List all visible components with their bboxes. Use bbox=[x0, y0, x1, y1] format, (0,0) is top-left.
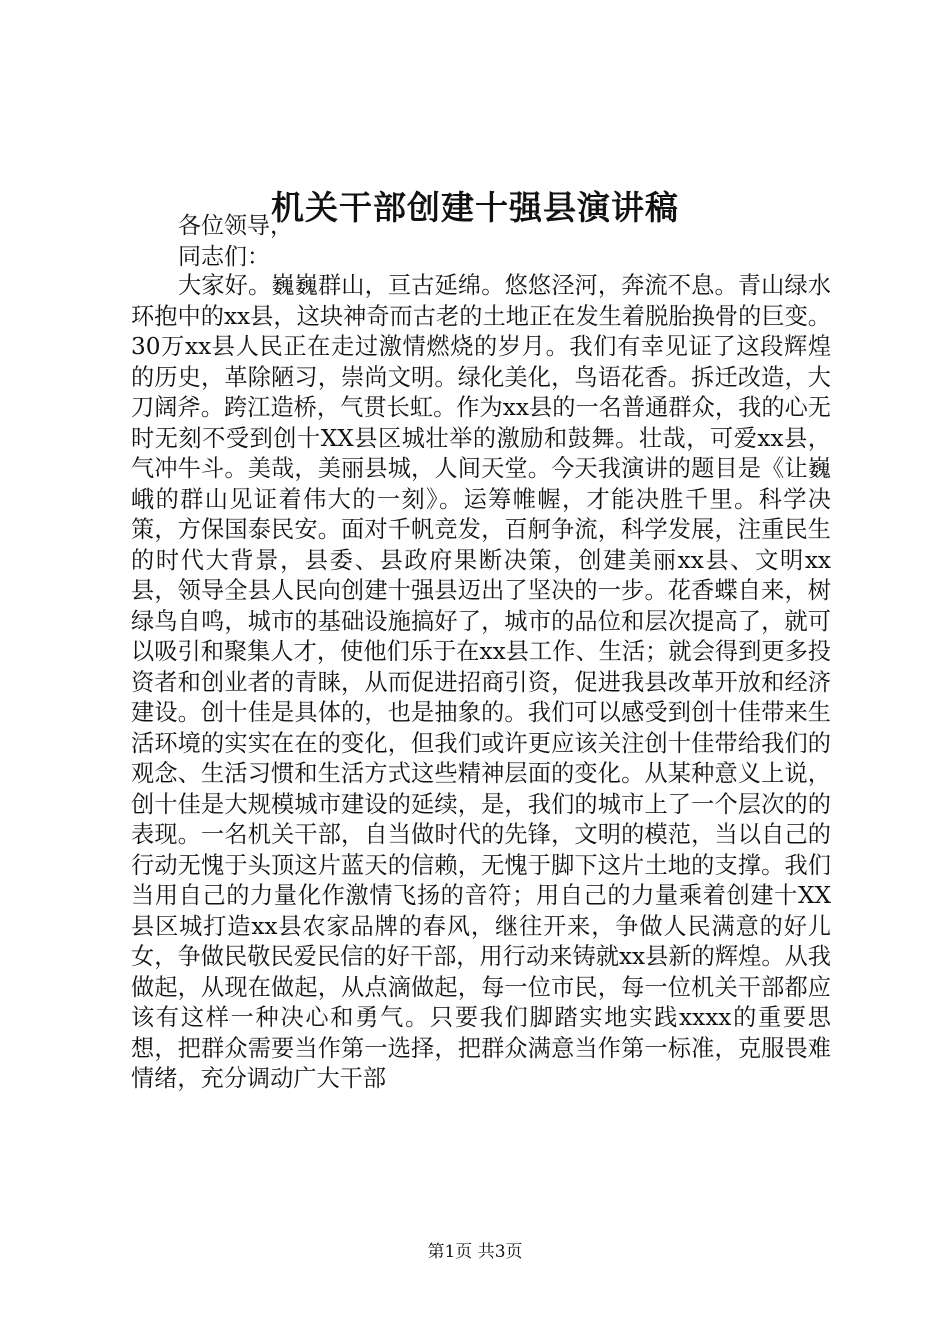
salutation-comrades: 同志们： bbox=[178, 244, 270, 270]
salutation-leaders: 各位领导， bbox=[178, 213, 293, 239]
page-number-footer: 第1页 共3页 bbox=[427, 1242, 523, 1262]
speech-body-paragraph: 大家好。巍巍群山，亘古延绵。悠悠泾河，奔流不息。青山绿水环抱中的xx县，这块神奇而古老的土地正在发生着脱胎换骨的巨变。30万xx县人民正在走过激情燃烧的岁月。我们有幸见证了这段辉煌的历史，革除陋习，崇尚文明。绿化美化，鸟语花香。拆迁改造，大刀阔斧。跨江造桥，气贯长虹。作为xx县的一名普通群众，我的心无时无刻不受到创十XX县区城壮举的激励和鼓舞。壮哉，可爱xx县，气冲牛斗。美哉，美丽县城，人间天堂。今天我演讲的题目是《让巍峨的群山见证着伟大的一刻》。运筹帷幄，才能决胜千里。科学决策，方保国泰民安。面对千帆竞发，百舸争流，科学发展，注重民生的时代大背景，县委、县政府果断决策，创建美丽xx县、文明xx县，领导全县人民向创建十强县迈出了坚决的一步。花香蝶自来，树绿鸟自鸣，城市的基础设施搞好了，城市的品位和层次提高了，就可以吸引和聚集人才，使他们乐于在xx县工作、生活；就会得到更多投资者和创业者的青睐，从而促进招商引资，促进我县改革开放和经济建设。创十佳是具体的，也是抽象的。我们可以感受到创十佳带来生活环境的实实在在的变化，但我们或许更应该关注创十佳带给我们的观念、生活习惯和生活方式这些精神层面的变化。从某种意义上说，创十佳是大规模城市建设的延续，是，我们的城市上了一个层次的的表现。一名机关干部，自当做时代的先锋，文明的模范，当以自己的行动无愧于头顶这片蓝天的信赖，无愧于脚下这片土地的支撑。我们当用自己的力量化作激情飞扬的音符；用自己的力量乘着创建十XX县区城打造xx县农家品牌的春风，继往开来，争做人民满意的好儿女，争做民敬民爱民信的好干部，用行动来铸就xx县新的辉煌。从我做起，从现在做起，从点滴做起，每一位市民，每一位机关干部都应该有这样一种决心和勇气。只要我们脚踏实地实践xxxx的重要思想，把群众需要当作第一选择，把群众满意当作第一标准，克服畏难情绪，充分调动广大干部 bbox=[131, 272, 831, 1092]
document-title: 机关干部创建十强县演讲稿 bbox=[271, 188, 679, 227]
